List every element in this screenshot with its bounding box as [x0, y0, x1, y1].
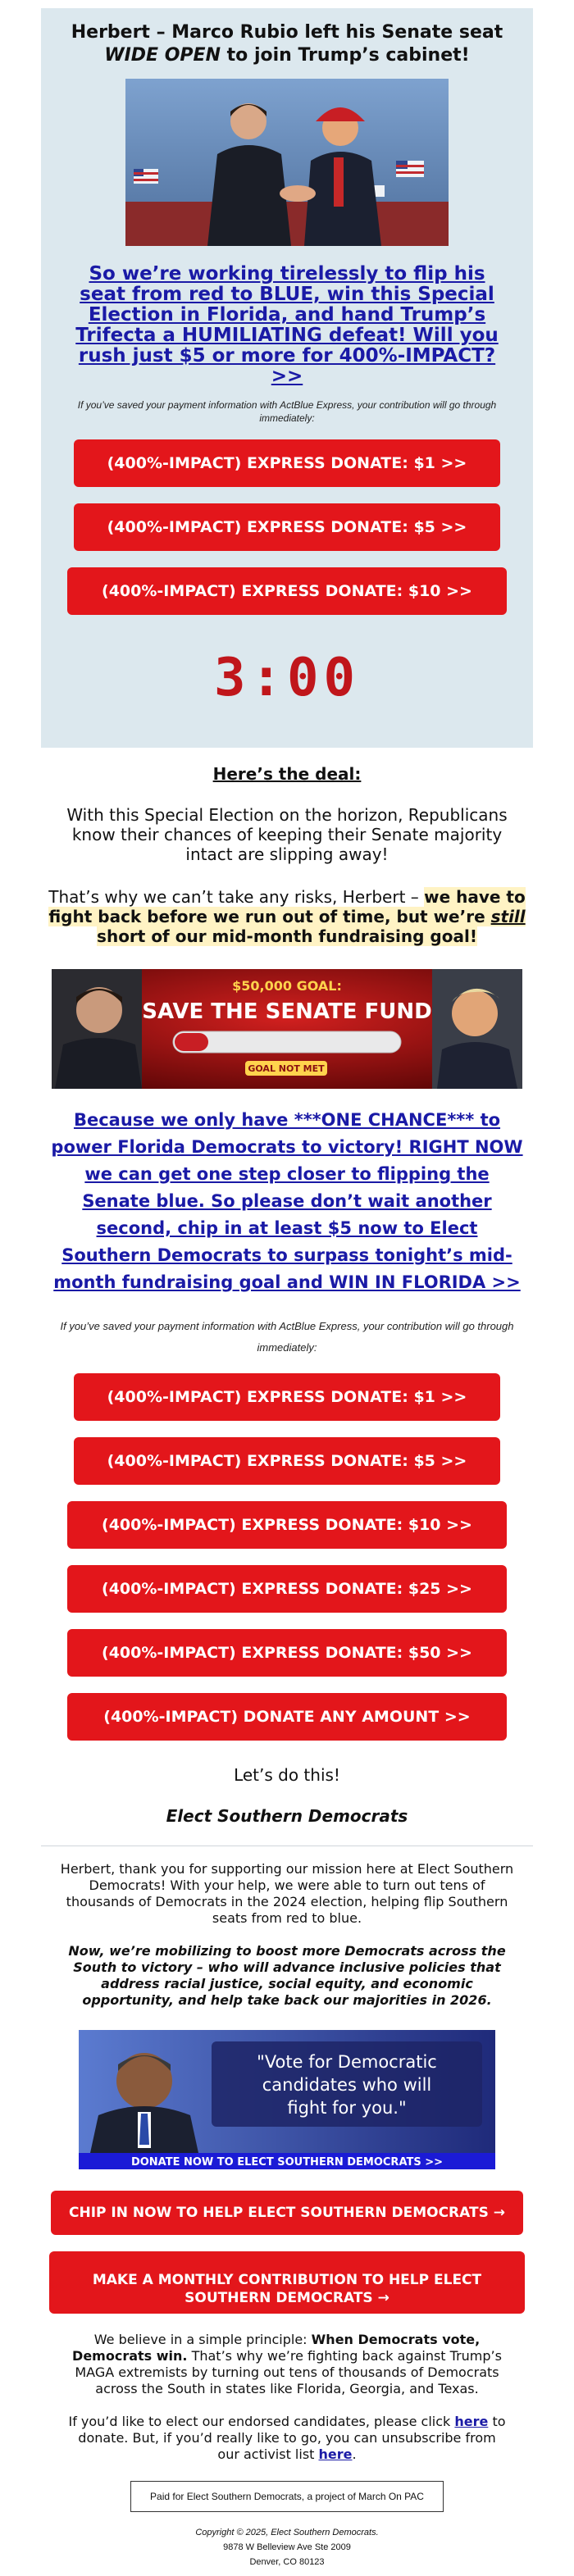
- donate-1-button-2[interactable]: (400%-IMPACT) EXPRESS DONATE: $1 >>: [74, 1373, 500, 1421]
- quote-line-1: "Vote for Democratic: [257, 2052, 437, 2072]
- actblue-note-2: If you’ve saved your payment information with ActBlue Express, your contribution will go through immediately:: [60, 1320, 514, 1354]
- photo-illustration: [125, 79, 449, 246]
- hero-cta-link[interactable]: So we’re working tirelessly to flip his seat from red to BLUE, win this Special Election in Florida, and hand Trump’s Trifecta a HUMILIATING defeat! Will you rush just $5 or more for 400%-IMPACT? >>: [75, 263, 499, 387]
- donate-here-link[interactable]: here: [454, 2414, 489, 2429]
- address-line-2: Denver, CO 80123: [249, 2557, 325, 2567]
- quote-line-3: fight for you.": [287, 2098, 407, 2118]
- donate-1-button[interactable]: (400%-IMPACT) EXPRESS DONATE: $1 >>: [74, 439, 500, 487]
- copyright: Copyright © 2025, Elect Southern Democrats.: [195, 2528, 379, 2537]
- believe-lead: We believe in a simple principle:: [93, 2332, 312, 2347]
- banner-goal-label: $50,000 GOAL:: [232, 978, 342, 994]
- chip-in-button[interactable]: CHIP IN NOW TO HELP ELECT SOUTHERN DEMOCRATS →: [51, 2191, 523, 2235]
- mission-paragraph: Now, we’re mobilizing to boost more Democrats across the South to victory – who will advance inclusive policies that address racial justice, social equity, and economic opportunity, and help take back our majorities in 2026.: [68, 1943, 506, 2008]
- obama-banner-graphic: [79, 2030, 495, 2169]
- donate-5-button-2[interactable]: (400%-IMPACT) EXPRESS DONATE: $5 >>: [74, 1437, 500, 1485]
- headline-emphasis: WIDE OPEN: [104, 45, 221, 66]
- monthly-contribution-button[interactable]: MAKE A MONTHLY CONTRIBUTION TO HELP ELECT SOUTHERN DEMOCRATS →: [49, 2251, 525, 2314]
- headline-text: Herbert – Marco Rubio left his Senate seat: [71, 22, 503, 43]
- unsub-text-3: .: [352, 2446, 357, 2462]
- believe-rest: That’s why we’re fighting back against Trump’s MAGA extremists by turning out tens of thousands of Democrats across the South in states like Florida, Georgia, and Texas.: [75, 2348, 502, 2396]
- save-senate-fund-banner[interactable]: [52, 969, 522, 1089]
- thanks-paragraph: Herbert, thank you for supporting our mission here at Elect Southern Democrats! With your help, we were able to turn out tens of thousands of Democrats in the 2024 election, helping flip Southern seats from red to blue.: [60, 1861, 514, 1926]
- believe-bold: When Democrats vote, Democrats win.: [72, 2332, 481, 2364]
- body-paragraph-1: With this Special Election on the horizon, Republicans know their chances of keeping their Senate majority intact are slipping away!: [66, 805, 508, 864]
- unsubscribe-paragraph: [66, 2414, 508, 2463]
- paid-for-disclaimer: Paid for Elect Southern Democrats, a project of March On PAC: [130, 2481, 444, 2512]
- hero-headline: [41, 21, 533, 67]
- banner-graphic: [52, 969, 522, 1089]
- org-signature: Elect Southern Democrats: [166, 1806, 408, 1826]
- para2-highlight-text: we have to fight back before we run out of time, but we’re: [48, 887, 526, 926]
- believe-paragraph: [66, 2332, 508, 2397]
- para2-emphasis: still: [490, 907, 526, 926]
- donate-any-amount-button[interactable]: (400%-IMPACT) DONATE ANY AMOUNT >>: [67, 1693, 507, 1741]
- footer: [0, 2525, 574, 2576]
- donate-10-button-2[interactable]: (400%-IMPACT) EXPRESS DONATE: $10 >>: [67, 1501, 507, 1549]
- goal-status-text: GOAL NOT MET: [248, 1063, 325, 1074]
- para2-lead: That’s why we can’t take any risks, Herbert –: [48, 887, 425, 907]
- unsub-text-2: to donate. But, if you’d really like to go, you can unsubscribe from our activist list: [78, 2414, 506, 2462]
- banner-title: SAVE THE SENATE FUND: [142, 999, 432, 1024]
- deal-heading: Here’s the deal:: [212, 764, 362, 784]
- donate-10-button[interactable]: (400%-IMPACT) EXPRESS DONATE: $10 >>: [67, 567, 507, 615]
- countdown-timer: 3:00: [213, 648, 361, 708]
- donate-50-button[interactable]: (400%-IMPACT) EXPRESS DONATE: $50 >>: [67, 1629, 507, 1677]
- address-line-1: 9878 W Belleview Ave Ste 2009: [223, 2542, 351, 2552]
- body-paragraph-2: [41, 887, 533, 946]
- lets-do-this: Let’s do this!: [234, 1765, 340, 1785]
- para2-highlight-end: short of our mid-month fundraising goal!: [97, 926, 477, 946]
- hero-panel: [41, 8, 533, 748]
- email-page: [0, 8, 574, 2576]
- donate-25-button[interactable]: (400%-IMPACT) EXPRESS DONATE: $25 >>: [67, 1565, 507, 1613]
- rubio-trump-photo[interactable]: [125, 79, 449, 246]
- donate-5-button[interactable]: (400%-IMPACT) EXPRESS DONATE: $5 >>: [74, 503, 500, 551]
- actblue-note: If you’ve saved your payment information with ActBlue Express, your contribution will go through immediately:: [77, 399, 497, 424]
- headline-text-end: to join Trump’s cabinet!: [221, 45, 470, 66]
- body-cta-link[interactable]: Because we only have ***ONE CHANCE*** to power Florida Democrats to victory! RIGHT NOW we can get one step closer to flipping the Senate blue. So please don’t wait another second, chip in at least $5 now to Elect Southern Democrats to surpass tonight’s mid-month fundraising goal and WIN IN FLORIDA >>: [51, 1110, 523, 1292]
- quote-cta-text: DONATE NOW TO ELECT SOUTHERN DEMOCRATS >>: [130, 2156, 444, 2169]
- unsubscribe-link[interactable]: here: [318, 2446, 353, 2462]
- progress-fill: [175, 1033, 208, 1051]
- quote-line-2: candidates who will: [262, 2075, 432, 2095]
- obama-quote-banner[interactable]: [79, 2030, 495, 2169]
- unsub-text-1: If you’d like to elect our endorsed candidates, please click: [68, 2414, 455, 2429]
